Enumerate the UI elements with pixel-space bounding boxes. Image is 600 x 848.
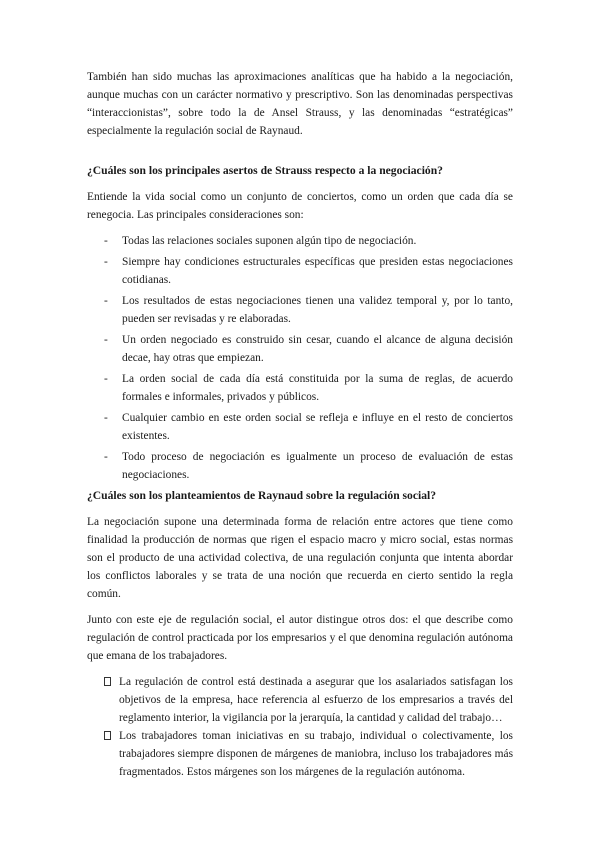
list-item: - Todas las relaciones sociales suponen algún tipo de negociación. <box>122 232 513 250</box>
intro-paragraph: También han sido muchas las aproximaciones analíticas que ha habido a la negociación, aunque muchas con un carácter normativo y prescriptivo. Son las denominadas perspectivas “interaccionistas”, sobre todo la de Ansel Strauss, y las denominadas “estratégicas” especialmente la regulación social de Raynaud. <box>87 71 513 137</box>
list-item: - Un orden negociado es construido sin cesar, cuando el alcance de alguna decisión decae, hay otras que empiezan. <box>122 331 513 367</box>
strauss-list <box>87 232 513 484</box>
list-item: - La orden social de cada día está constituida por la suma de reglas, de acuerdo formales e informales, privados y públicos. <box>122 370 513 406</box>
raynaud-paragraph-2: Junto con este eje de regulación social, el autor distingue otros dos: el que describe como regulación de control practicada por los empresarios y el que denomina regulación autónoma que emana de los trabajadores. <box>87 614 513 662</box>
list-item: - Cualquier cambio en este orden social se refleja e influye en el resto de conciertos existentes. <box>122 409 513 445</box>
list-item: - Los resultados de estas negociaciones tienen una validez temporal y, por lo tanto, pueden ser revisadas y re elaboradas. <box>122 292 513 328</box>
list-item-text: Los trabajadores toman iniciativas en su trabajo, individual o colectivamente, los trabajadores siempre disponen de márgenes de maniobra, incluso los trabajadores más fragmentados. Estos márgenes son los márgenes de la regulación autónoma. <box>119 730 513 778</box>
list-item: - Todo proceso de negociación es igualmente un proceso de evaluación de estas negociaciones. <box>122 448 513 484</box>
raynaud-paragraph-1: La negociación supone una determinada forma de relación entre actores que tiene como finalidad la producción de normas que rigen el espacio macro y micro social, estas normas son el producto de una actividad colectiva, de una regulación conjunta que intenta abordar los conflictos laborales y se trata de una noción que recuerda en cierto sentido la regla común. <box>87 516 513 600</box>
raynaud-list <box>87 673 513 781</box>
list-item <box>119 727 513 781</box>
document-page <box>87 68 513 781</box>
list-item <box>119 673 513 727</box>
strauss-paragraph: Entiende la vida social como un conjunto de conciertos, como un orden que cada día se renegocia. Las principales consideraciones son: <box>87 191 513 221</box>
raynaud-heading: ¿Cuáles son los planteamientos de Raynaud sobre la regulación social? <box>87 489 437 502</box>
list-item-text: La regulación de control está destinada a asegurar que los asalariados satisfagan los objetivos de la empresa, hace referencia al esfuerzo de los empresarios a través del reglamento interior, la vigilancia por la jerarquía, la cantidad y calidad del trabajo… <box>119 676 513 724</box>
square-bullet-icon <box>104 731 111 740</box>
list-item: - Siempre hay condiciones estructurales específicas que presiden estas negociaciones cotidianas. <box>122 253 513 289</box>
strauss-heading: ¿Cuáles son los principales asertos de Strauss respecto a la negociación? <box>87 164 443 177</box>
square-bullet-icon <box>104 677 111 686</box>
